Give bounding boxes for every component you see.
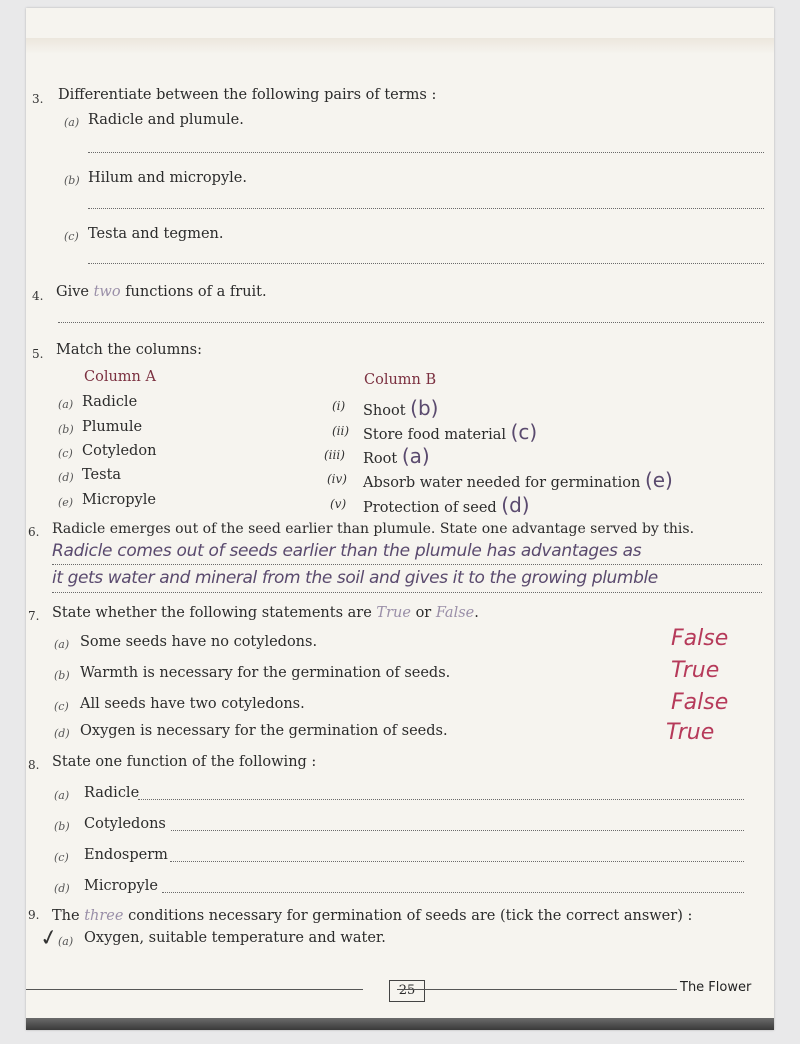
q9-text	[52, 908, 692, 924]
q5-row-e-roman: (v)	[330, 497, 347, 511]
q7-or-word: or	[415, 605, 432, 621]
q7-d-text: Oxygen is necessary for the germination of seeds.	[80, 723, 448, 739]
q8-d-text: Micropyle	[84, 878, 158, 894]
q5-number: 5.	[32, 347, 44, 361]
q5-row-b-letter: (b)	[58, 423, 74, 436]
q8-d-answer-line[interactable]	[162, 892, 744, 893]
q5-row-a-col-a: Radicle	[82, 394, 138, 410]
q5-row-e-handwritten-answer: (d)	[501, 493, 530, 517]
column-a-header: Column A	[84, 369, 156, 385]
paper-bottom-shadow	[26, 1018, 774, 1030]
q7-true-word: True	[376, 605, 411, 621]
q8-b-letter: (b)	[54, 820, 70, 833]
q8-c-answer-line[interactable]	[170, 861, 744, 862]
q6-answer-line-2[interactable]	[52, 592, 762, 593]
q4-text	[56, 284, 267, 300]
q3-c-letter: (c)	[64, 230, 79, 243]
q5-row-b-col-b-text: Store food material	[363, 427, 506, 443]
q7-d-handwritten-answer: True	[666, 720, 715, 745]
q6-number: 6.	[28, 525, 40, 539]
q5-row-b-handwritten-answer: (c)	[510, 420, 538, 444]
column-b-header: Column B	[364, 372, 437, 388]
q9-option-letter: (a)	[58, 935, 74, 948]
q8-c-letter: (c)	[54, 851, 69, 864]
q5-row-a-col-b	[363, 396, 438, 420]
q8-text: State one function of the following :	[52, 754, 317, 770]
q5-row-c-col-b-text: Root	[363, 451, 398, 467]
q5-row-b-roman: (ii)	[332, 424, 350, 438]
q3-a-text: Radicle and plumule.	[88, 112, 244, 128]
q3-text: Differentiate between the following pairs of terms :	[58, 87, 437, 103]
q7-a-letter: (a)	[54, 638, 70, 651]
q7-false-word: False	[435, 605, 475, 621]
q7-d-letter: (d)	[54, 727, 70, 740]
q8-b-text: Cotyledons	[84, 816, 166, 832]
q7-text-before: State whether the following statements are	[52, 605, 372, 621]
q9-text-before: The	[52, 908, 80, 924]
q9-number: 9.	[28, 908, 40, 922]
q5-row-c-handwritten-answer: (a)	[401, 444, 430, 468]
q3-b-text: Hilum and micropyle.	[88, 170, 247, 186]
q4-text-before: Give	[56, 284, 89, 300]
q5-row-d-handwritten-answer: (e)	[644, 468, 673, 492]
q5-row-b-col-a: Plumule	[82, 419, 143, 435]
q7-b-letter: (b)	[54, 669, 70, 682]
q7-c-letter: (c)	[54, 700, 69, 713]
q6-handwritten-answer-line-1: Radicle comes out of seeds earlier than the plumule has advantages as	[52, 541, 642, 561]
q5-row-d-roman: (iv)	[327, 472, 347, 486]
q5-row-c-col-a: Cotyledon	[82, 443, 157, 459]
q3-a-answer-line[interactable]	[88, 152, 764, 153]
q7-a-handwritten-answer: False	[671, 626, 729, 651]
q9-text-after: conditions necessary for germination of seeds are (tick the correct answer) :	[128, 908, 693, 924]
q3-b-letter: (b)	[64, 174, 80, 187]
q8-number: 8.	[28, 758, 40, 772]
q5-text: Match the columns:	[56, 342, 202, 358]
q5-row-d-col-a: Testa	[82, 467, 122, 483]
q3-number: 3.	[32, 92, 44, 106]
q3-c-text: Testa and tegmen.	[88, 226, 224, 242]
q5-row-e-col-b	[363, 493, 530, 517]
q5-row-e-col-b-text: Protection of seed	[363, 500, 497, 516]
q6-text: Radicle emerges out of the seed earlier than plumule. State one advantage served by this.	[52, 521, 695, 537]
q5-row-a-roman: (i)	[332, 399, 346, 413]
q5-row-c-roman: (iii)	[324, 448, 345, 462]
q7-a-text: Some seeds have no cotyledons.	[80, 634, 318, 650]
q9-text-faded: three	[84, 908, 124, 924]
q5-row-a-col-b-text: Shoot	[363, 403, 406, 419]
q5-row-b-col-b	[363, 420, 537, 444]
q9-option-text: Oxygen, suitable temperature and water.	[84, 930, 386, 946]
q3-c-answer-line[interactable]	[88, 263, 764, 264]
q8-b-answer-line[interactable]	[171, 830, 744, 831]
q5-row-e-col-a: Micropyle	[82, 492, 156, 508]
q5-row-d-letter: (d)	[58, 471, 74, 484]
q6-handwritten-answer-line-2: it gets water and mineral from the soil and gives it to the growing plumble	[52, 568, 658, 588]
q5-row-d-col-b-text: Absorb water needed for germination	[363, 475, 641, 491]
q7-text	[52, 605, 479, 621]
q3-b-answer-line[interactable]	[88, 208, 764, 209]
paper-stain	[26, 38, 774, 54]
q8-c-text: Endosperm	[84, 847, 168, 863]
worksheet-page	[26, 8, 774, 1030]
page-number-box	[389, 980, 425, 1002]
q3-a-letter: (a)	[64, 116, 80, 129]
q5-row-c-col-b	[363, 444, 430, 468]
q7-b-handwritten-answer: True	[671, 658, 720, 683]
chapter-name: The Flower	[680, 980, 752, 995]
q5-row-e-letter: (e)	[58, 496, 74, 509]
q5-row-d-col-b	[363, 468, 673, 492]
q5-row-a-handwritten-answer: (b)	[410, 396, 439, 420]
q7-c-text: All seeds have two cotyledons.	[80, 696, 305, 712]
q8-a-text: Radicle	[84, 785, 140, 801]
q8-a-letter: (a)	[54, 789, 70, 802]
q7-c-handwritten-answer: False	[671, 690, 729, 715]
q4-text-after: functions of a fruit.	[125, 284, 267, 300]
q4-text-faded: two	[93, 284, 121, 300]
q7-b-text: Warmth is necessary for the germination of seeds.	[80, 665, 451, 681]
page-number: 25	[398, 983, 416, 998]
q4-number: 4.	[32, 289, 44, 303]
q4-answer-line[interactable]	[58, 322, 764, 323]
q6-answer-line-1[interactable]	[52, 564, 762, 565]
q8-d-letter: (d)	[54, 882, 70, 895]
footer-rule-right	[397, 989, 677, 990]
footer-rule-left	[26, 989, 363, 990]
q8-a-answer-line[interactable]	[138, 799, 744, 800]
q5-row-a-letter: (a)	[58, 398, 74, 411]
q5-row-c-letter: (c)	[58, 447, 73, 460]
q9-check-mark-icon[interactable]: ✓	[37, 924, 61, 953]
q7-number: 7.	[28, 609, 40, 623]
q7-period: .	[474, 605, 479, 621]
